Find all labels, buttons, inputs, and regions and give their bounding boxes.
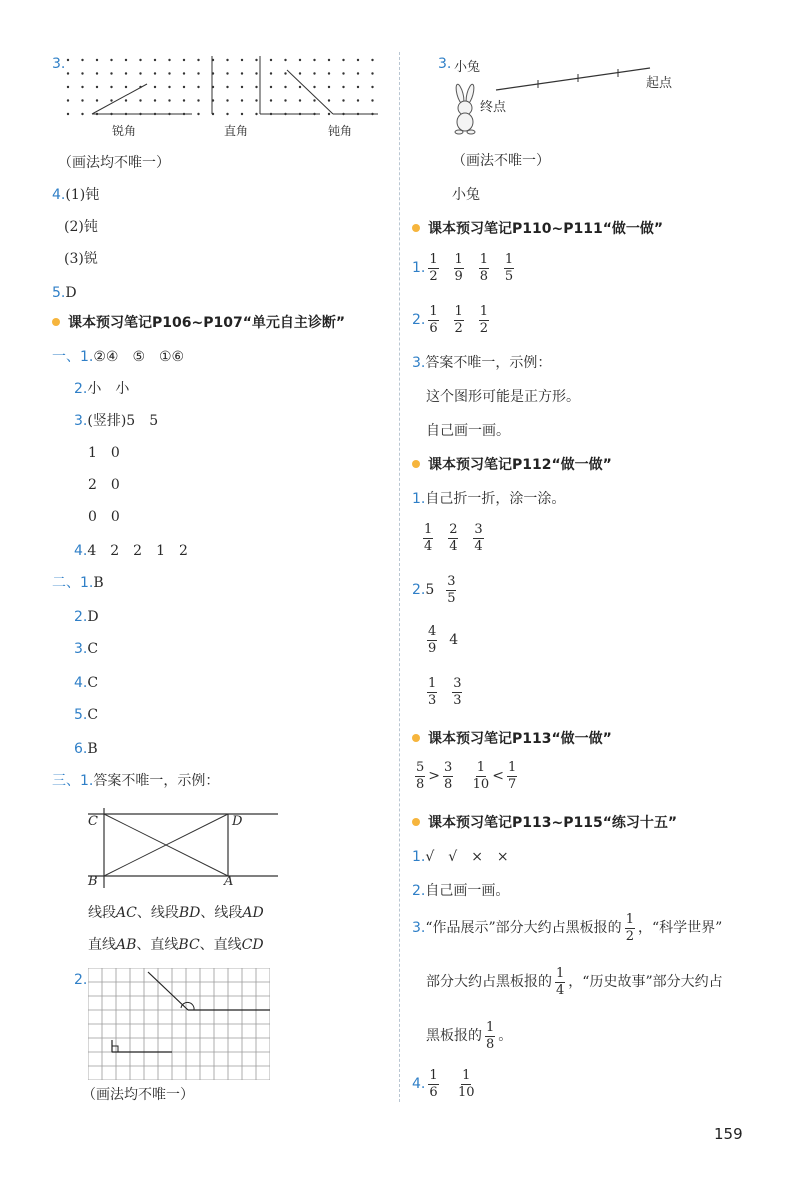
grid-dot — [67, 86, 69, 88]
fraction — [415, 761, 425, 792]
q5-marker: 5. — [52, 285, 66, 301]
segment-prefix-3: 线段 — [214, 905, 243, 921]
grid-dot — [110, 72, 112, 74]
fraction — [473, 523, 483, 554]
grid-dot — [284, 59, 286, 61]
angle-dot-grid-figure — [52, 56, 390, 136]
ex15-q3-text-6: 。 — [498, 1028, 513, 1044]
part2-q1-answer: B — [93, 575, 104, 591]
p112-q1-text: 自己折一折，涂一涂。 — [425, 491, 566, 507]
less-than-sign: < — [492, 768, 504, 784]
part1-q3 — [74, 412, 158, 430]
fraction — [427, 677, 437, 708]
grid-dot — [81, 113, 83, 115]
fraction — [454, 305, 464, 336]
part2-q4-answer: C — [87, 675, 99, 691]
numerator: 1 — [625, 911, 634, 927]
grid-dot — [154, 86, 156, 88]
grid-dot — [371, 86, 373, 88]
grid-dot — [328, 59, 330, 61]
denominator: 10 — [472, 776, 490, 792]
grid-dot — [255, 59, 257, 61]
grid-dot — [183, 99, 185, 101]
grid-dot — [81, 99, 83, 101]
fraction — [507, 761, 517, 792]
part3-q1 — [52, 772, 219, 790]
line-2: BC — [178, 937, 200, 953]
part2-q2-num: 2. — [74, 609, 88, 625]
part3-q1-num: 1. — [80, 773, 94, 789]
fraction — [473, 761, 490, 792]
grid-dot — [313, 59, 315, 61]
numerator: 1 — [429, 303, 438, 319]
ex15-q4-num: 4. — [412, 1076, 426, 1092]
grid-dot — [67, 59, 69, 61]
ex15-q2-answer: 自己画一画。 — [425, 883, 510, 899]
segment-3: AD — [242, 905, 264, 921]
point-a-label: A — [224, 874, 234, 889]
page-number: 159 — [714, 1125, 743, 1143]
rabbit-race-svg — [438, 56, 678, 136]
part3-q2-num: 2. — [74, 972, 88, 988]
part2-q1-num: 1. — [80, 575, 94, 591]
part1-q4-num: 4. — [74, 543, 88, 559]
numerator: 1 — [486, 1019, 495, 1035]
q3-marker: 3. — [52, 56, 66, 72]
ex15-q4 — [412, 1066, 478, 1102]
denominator: 3 — [428, 692, 437, 708]
ex15-q3-text-5: 黑板报的 — [426, 1028, 482, 1044]
grid-dot — [357, 99, 359, 101]
grid-dot — [125, 86, 127, 88]
part1-q4-answer: 4 2 2 1 2 — [87, 543, 188, 559]
grid-dot — [81, 86, 83, 88]
part2-q3-num: 3. — [74, 641, 88, 657]
numerator: 1 — [479, 303, 489, 319]
fraction — [448, 523, 458, 554]
p112-q1 — [412, 490, 565, 508]
grid-dot — [197, 113, 199, 115]
grid-dot — [96, 72, 98, 74]
denominator: 10 — [458, 1084, 475, 1100]
fraction — [555, 967, 565, 998]
part1-q3-row-2: 2 0 — [88, 477, 120, 493]
grid-dot — [81, 59, 83, 61]
acute-angle-label: 锐角 — [112, 124, 137, 138]
fraction — [428, 305, 438, 336]
grid-dot — [342, 72, 344, 74]
rabbit-race-figure — [438, 56, 678, 136]
grid-dot — [255, 113, 257, 115]
grid-dot — [96, 99, 98, 101]
ex15-q3-num: 3. — [412, 920, 426, 936]
q4-item-1: (1)钝 — [65, 187, 100, 203]
grid-dot — [241, 86, 243, 88]
section-heading-p112: 课本预习笔记P112“做一做” — [412, 456, 612, 474]
part2-q4 — [74, 674, 98, 692]
grid-dot — [299, 59, 301, 61]
segments-answer: 线段AC、线段BD、线段AD — [88, 905, 264, 921]
denominator: 8 — [416, 776, 425, 792]
grid-dot — [81, 72, 83, 74]
part1-q1-answer: ②④ ⑤ ①⑥ — [93, 349, 185, 365]
q4-item-3: (3)锐 — [64, 251, 98, 267]
segment-prefix-2: 线段 — [150, 905, 179, 921]
section-heading-p113: 课本预习笔记P113“做一做” — [412, 730, 612, 748]
grid-dot — [183, 72, 185, 74]
fraction — [446, 575, 456, 606]
part2-q5-num: 5. — [74, 707, 88, 723]
right-angle-label: 直角 — [224, 124, 249, 138]
segment-2: BD — [178, 905, 201, 921]
grid-dot — [313, 86, 315, 88]
rabbit-label: 小兔 — [454, 60, 481, 75]
greater-than-sign: > — [428, 768, 441, 784]
p110-q3-line-1: 这个图形可能是正方形。 — [426, 389, 580, 405]
grid-dot — [168, 59, 170, 61]
part3-note: （画法均不唯一） — [82, 1087, 194, 1103]
grid-dot — [125, 72, 127, 74]
denominator: 9 — [454, 268, 463, 284]
grid-dot — [183, 86, 185, 88]
grid-dot — [313, 72, 315, 74]
rectangle-lines-figure — [88, 808, 278, 888]
section-heading-p113-115: 课本预习笔记P113~P115“练习十五” — [412, 814, 677, 832]
numerator: 2 — [449, 521, 458, 537]
grid-dot — [357, 86, 359, 88]
grid-dot — [183, 59, 185, 61]
denominator: 6 — [429, 320, 438, 336]
fraction — [454, 253, 464, 284]
denominator: 8 — [486, 1036, 495, 1052]
grid-dot — [67, 113, 69, 115]
fraction — [428, 253, 438, 284]
grid-dot — [154, 72, 156, 74]
grid-dot — [284, 86, 286, 88]
grid-dot — [139, 59, 141, 61]
grid-dot — [299, 99, 301, 101]
numerator: 1 — [424, 521, 433, 537]
grid-dot — [226, 59, 228, 61]
rabbit-icon — [455, 84, 476, 134]
denominator: 8 — [479, 268, 489, 284]
q5-answer: D — [65, 285, 77, 301]
grid-dot — [168, 99, 170, 101]
part1-q2 — [74, 380, 129, 398]
right-q3-answer: 小兔 — [452, 187, 480, 203]
ex15-q2 — [412, 882, 509, 900]
fraction — [427, 625, 437, 656]
grid-dot — [197, 86, 199, 88]
fraction — [458, 1069, 475, 1100]
line-prefix-2: 直线 — [150, 937, 179, 953]
line-3: CD — [241, 937, 264, 953]
p110-q2 — [412, 302, 492, 338]
part2-q3 — [74, 640, 98, 658]
grid-dot — [139, 99, 141, 101]
part1-q1 — [52, 348, 184, 366]
p110-q1-num: 1. — [412, 260, 426, 276]
fraction — [428, 1069, 438, 1100]
point-c-label: C — [88, 814, 98, 829]
grid-dot — [328, 72, 330, 74]
grid-dot — [67, 72, 69, 74]
q3-note: （画法均不唯一） — [58, 155, 170, 171]
grid-dot — [110, 99, 112, 101]
right-q3-note: （画法不唯一） — [452, 153, 550, 169]
grid-dot — [125, 99, 127, 101]
denominator: 3 — [453, 692, 462, 708]
numerator: 4 — [428, 623, 437, 639]
numerator: 1 — [479, 251, 489, 267]
ex15-q3-line-1 — [412, 910, 722, 946]
denominator: 2 — [454, 320, 463, 336]
grid-dot — [270, 99, 272, 101]
grid-dot — [241, 99, 243, 101]
grid-dot — [110, 86, 112, 88]
grid-dot — [241, 59, 243, 61]
numerator: 1 — [454, 251, 463, 267]
numerator: 5 — [416, 759, 425, 775]
denominator: 5 — [504, 268, 514, 284]
grid-dot — [241, 113, 243, 115]
ex15-q3-text-3: 部分大约占黑板报的 — [426, 974, 552, 990]
ex15-q3-text-1: “作品展示”部分大约占黑板报的 — [425, 920, 622, 936]
ex15-q1-num: 1. — [412, 849, 426, 865]
ex15-q3-line-3 — [426, 1018, 512, 1054]
lines-answer: 直线AB、直线BC、直线CD — [88, 937, 264, 953]
part1-q2-num: 2. — [74, 381, 88, 397]
fraction — [452, 677, 462, 708]
q4-line-1 — [52, 186, 99, 204]
q4-item-2: (2)钝 — [64, 219, 98, 235]
grid-dot — [154, 59, 156, 61]
grid-dot — [125, 59, 127, 61]
part2-q5 — [74, 706, 98, 724]
grid-dot — [299, 72, 301, 74]
p112-q2-row-3 — [424, 674, 465, 710]
rectangle-svg — [88, 808, 278, 888]
part1-q3-answer: (竖排)5 5 — [87, 413, 159, 429]
grid-dot — [328, 86, 330, 88]
p110-q1 — [412, 250, 517, 286]
line-1: AB — [116, 937, 137, 953]
part1-q4 — [74, 542, 188, 560]
part2-q3-answer: C — [87, 641, 99, 657]
ex15-q2-num: 2. — [412, 883, 426, 899]
segment-1: AC — [116, 905, 137, 921]
line-prefix-1: 直线 — [88, 937, 116, 953]
grid-dot — [96, 86, 98, 88]
grid-dot — [371, 99, 373, 101]
fraction — [485, 1021, 495, 1052]
part2-q1 — [52, 574, 104, 592]
p112-q2-num: 2. — [412, 582, 426, 598]
fraction — [479, 253, 489, 284]
p110-q2-num: 2. — [412, 312, 426, 328]
denominator: 4 — [474, 538, 483, 554]
p110-q3-line-2: 自己画一画。 — [426, 423, 510, 439]
point-b-label: B — [88, 874, 98, 889]
grid-dot — [139, 72, 141, 74]
part1-marker: 一、 — [52, 349, 80, 365]
grid-dot — [197, 72, 199, 74]
ex15-q1-answer: √ √ × × — [425, 849, 509, 865]
grid-dot — [168, 72, 170, 74]
denominator: 6 — [429, 1084, 438, 1100]
q4-marker: 4. — [52, 187, 66, 203]
numerator: 1 — [462, 1067, 471, 1083]
ex15-q3-text-2: ，“科学世界” — [637, 920, 723, 936]
point-d-label: D — [232, 814, 243, 829]
part1-q2-answer: 小 小 — [87, 381, 130, 397]
denominator: 4 — [424, 538, 433, 554]
part2-marker: 二、 — [52, 575, 80, 591]
grid-dot — [313, 99, 315, 101]
grid-dot — [197, 59, 199, 61]
grid-dot — [226, 72, 228, 74]
fraction — [479, 305, 489, 336]
grid-dot — [284, 72, 286, 74]
square-grid-figure — [74, 968, 274, 1080]
numerator: 1 — [429, 1067, 438, 1083]
part3-q1-text: 答案不唯一，示例： — [93, 773, 220, 789]
p110-q3 — [412, 354, 551, 372]
grid-dot — [226, 113, 228, 115]
grid-dot — [371, 72, 373, 74]
part1-q3-row-3: 0 0 — [88, 509, 120, 525]
grid-dot — [168, 86, 170, 88]
denominator: 8 — [444, 776, 453, 792]
q5-line — [52, 284, 77, 302]
denominator: 2 — [429, 268, 438, 284]
part3-marker: 三、 — [52, 773, 80, 789]
denominator: 9 — [428, 640, 437, 656]
right-q3-marker: 3. — [438, 56, 452, 72]
grid-dot — [154, 99, 156, 101]
numerator: 1 — [454, 303, 463, 319]
part2-q2 — [74, 608, 99, 626]
fraction — [504, 253, 514, 284]
numerator: 1 — [429, 251, 438, 267]
numerator: 3 — [444, 759, 453, 775]
grid-dot — [67, 99, 69, 101]
fraction — [625, 913, 635, 944]
grid-dot — [255, 99, 257, 101]
column-divider — [399, 52, 400, 1102]
section-heading-p110: 课本预习笔记P110~P111“做一做” — [412, 220, 663, 238]
grid-dot — [357, 59, 359, 61]
grid-dot — [328, 99, 330, 101]
grid-dot — [328, 113, 330, 115]
grid-dot — [241, 72, 243, 74]
part2-q4-num: 4. — [74, 675, 88, 691]
p112-q2-row2-text: 4 — [449, 632, 459, 648]
grid-dot — [270, 86, 272, 88]
fraction — [443, 761, 453, 792]
denominator: 4 — [449, 538, 458, 554]
grid-dot — [357, 72, 359, 74]
grid-dot — [270, 59, 272, 61]
grid-dot — [255, 72, 257, 74]
ex15-q1 — [412, 848, 509, 866]
grid-dot — [342, 59, 344, 61]
ex15-q3-text-4: ，“历史故事”部分大约占 — [568, 974, 723, 990]
obtuse-angle-label: 钝角 — [328, 124, 353, 138]
start-point-label: 起点 — [646, 76, 673, 91]
line-prefix-3: 直线 — [213, 937, 242, 953]
p112-q2-row-2 — [424, 622, 458, 658]
grid-dot — [270, 72, 272, 74]
grid-dot — [226, 86, 228, 88]
end-point-label: 终点 — [480, 100, 507, 115]
grid-dot — [371, 59, 373, 61]
grid-dot — [284, 99, 286, 101]
grid-dot — [96, 59, 98, 61]
numerator: 3 — [453, 675, 462, 691]
part2-q5-answer: C — [87, 707, 99, 723]
p110-q3-text: 答案不唯一，示例： — [425, 355, 552, 371]
denominator: 4 — [556, 982, 565, 998]
part2-q6 — [74, 740, 98, 758]
part2-q2-answer: D — [87, 609, 99, 625]
grid-dot — [342, 99, 344, 101]
grid-dot — [226, 99, 228, 101]
denominator: 2 — [479, 320, 489, 336]
grid-dot — [255, 86, 257, 88]
p112-q2 — [412, 572, 459, 608]
part1-q3-num: 3. — [74, 413, 88, 429]
square-grid-svg — [88, 968, 270, 1080]
denominator: 7 — [507, 776, 517, 792]
numerator: 1 — [428, 675, 437, 691]
denominator: 2 — [625, 928, 634, 944]
grid-dot — [342, 86, 344, 88]
part2-q6-num: 6. — [74, 741, 88, 757]
grid-dot — [110, 59, 112, 61]
ex15-q3-line-2 — [426, 964, 723, 1000]
numerator: 1 — [556, 965, 565, 981]
fraction — [423, 523, 433, 554]
segment-prefix-1: 线段 — [88, 905, 116, 921]
denominator: 5 — [447, 590, 456, 606]
part1-q3-row-1: 1 0 — [88, 445, 120, 461]
p110-q3-num: 3. — [412, 355, 426, 371]
numerator: 3 — [474, 521, 483, 537]
p112-q1-fractions — [420, 520, 487, 556]
p112-q1-num: 1. — [412, 491, 426, 507]
numerator: 1 — [507, 759, 517, 775]
grid-dot — [299, 86, 301, 88]
p113-comparisons — [412, 758, 520, 794]
p112-q2-lead: 5 — [425, 582, 435, 598]
numerator: 1 — [504, 251, 514, 267]
section-heading-diagnose: 课本预习笔记P106~P107“单元自主诊断” — [52, 314, 345, 332]
numerator: 3 — [447, 573, 456, 589]
part2-q6-answer: B — [87, 741, 98, 757]
grid-dot — [197, 99, 199, 101]
numerator: 1 — [476, 759, 486, 775]
part1-q1-num: 1. — [80, 349, 94, 365]
